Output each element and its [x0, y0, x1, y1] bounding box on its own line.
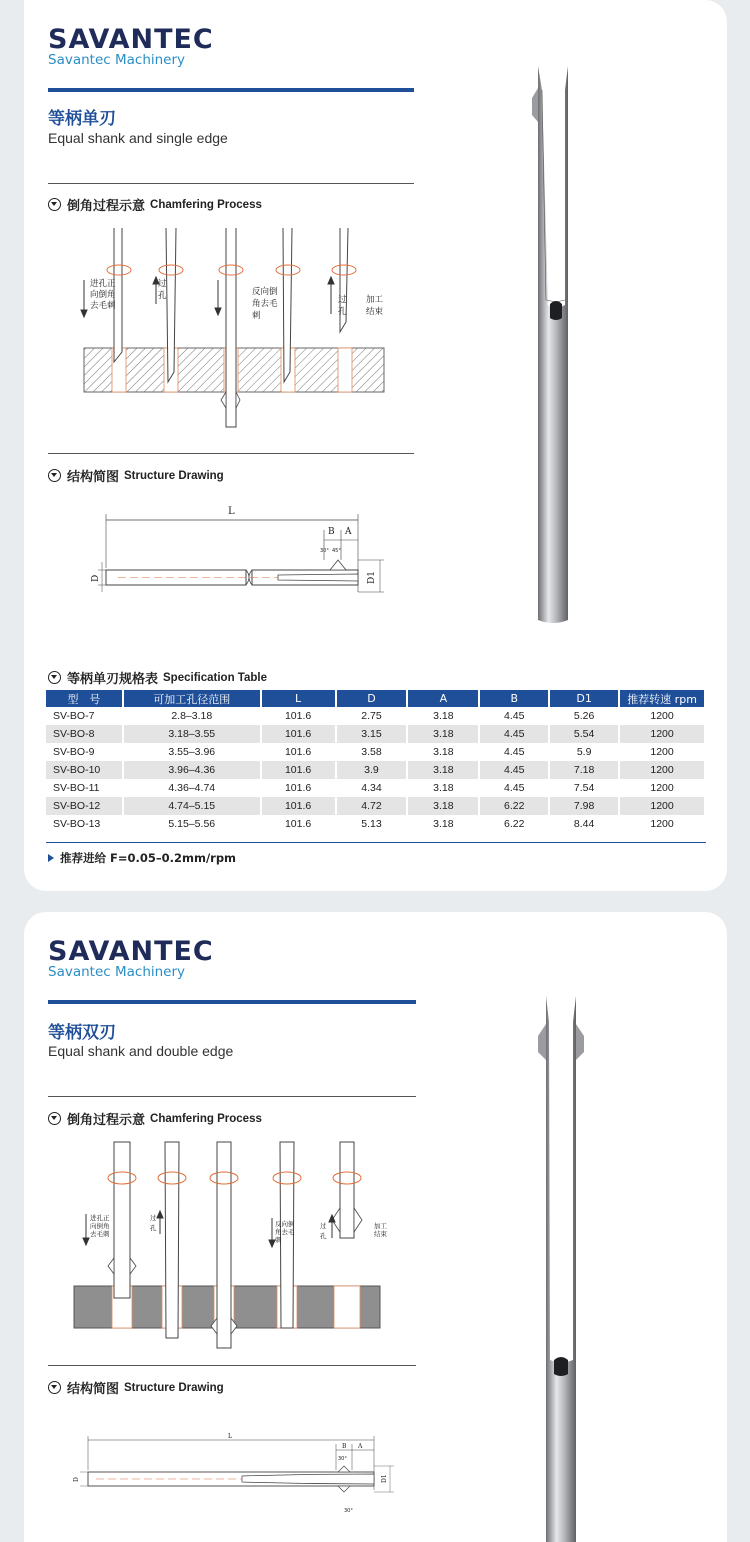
svg-text:孔: 孔: [150, 1224, 157, 1232]
svg-text:去毛刺: 去毛刺: [90, 301, 116, 311]
product-title-cn: 等柄双刃: [48, 1023, 116, 1043]
step-2-label: 过: [158, 279, 167, 289]
svg-text:去毛刺: 去毛刺: [90, 1230, 110, 1238]
svg-text:刺: 刺: [275, 1236, 282, 1244]
svg-text:孔: 孔: [158, 291, 167, 301]
chamfering-process-drawing: [72, 1138, 392, 1352]
col-header-L: L: [261, 690, 336, 707]
svg-text:孔: 孔: [338, 307, 347, 317]
label-D: D: [91, 574, 101, 582]
label-A: A: [358, 1443, 363, 1450]
svg-text:30°: 30°: [320, 548, 329, 554]
spec-table: [46, 690, 706, 833]
section-divider: [48, 1365, 416, 1366]
table-row: SV-BO-9 3.55–3.96 101.6 3.58 3.18 4.45 5.9 1200: [46, 743, 705, 761]
svg-text:30°: 30°: [338, 1456, 347, 1462]
chevron-circle-icon: [48, 1381, 61, 1394]
svg-text:过: 过: [320, 1222, 327, 1230]
product-title-en: Equal shank and double edge: [48, 1043, 234, 1059]
svg-text:角去毛: 角去毛: [252, 299, 278, 309]
title-divider: [48, 1000, 416, 1004]
section-divider: [48, 453, 414, 454]
table-bottom-rule: [46, 842, 706, 843]
section-header-structure: 结构简图 Structure Drawing: [48, 1378, 224, 1397]
table-row: SV-BO-7 2.8–3.18 101.6 2.75 3.18 4.45 5.26 1200: [46, 707, 705, 725]
product-title-en: Equal shank and single edge: [48, 130, 228, 146]
title-divider: [48, 88, 414, 92]
product-card-double-edge: [24, 912, 727, 1542]
col-header-D1: D1: [549, 690, 619, 707]
feed-note: 推荐进给 F=0.05–0.2mm/rpm: [48, 850, 236, 866]
step-1-label: 进孔正: [90, 279, 116, 289]
table-row: SV-BO-13 5.15–5.56 101.6 5.13 3.18 6.22 8.44 1200: [46, 815, 705, 833]
section-header-spec: 等柄单刃规格表 Specification Table: [48, 668, 267, 687]
label-D: D: [73, 1477, 80, 1482]
section-header-chamfer: 倒角过程示意 Chamfering Process: [48, 195, 262, 214]
label-B: B: [328, 527, 335, 537]
svg-text:结束: 结束: [374, 1230, 387, 1238]
svg-text:孔: 孔: [320, 1232, 327, 1240]
brand-logo: SAVANTEC Savantec Machinery: [48, 24, 214, 68]
col-header-range: 可加工孔径范围: [123, 690, 261, 707]
label-D1: D1: [381, 1474, 388, 1483]
tool-image-single-edge: [518, 60, 588, 630]
label-B: B: [342, 1443, 347, 1450]
label-L: L: [228, 506, 235, 517]
table-row: SV-BO-8 3.18–3.55 101.6 3.15 3.18 4.45 5.54 1200: [46, 725, 705, 743]
col-header-rpm: 推荐转速 rpm: [619, 690, 705, 707]
table-header-row: [46, 690, 705, 707]
chevron-circle-icon: [48, 469, 61, 482]
col-header-A: A: [407, 690, 479, 707]
label-D1: D1: [367, 571, 377, 584]
svg-text:角去毛: 角去毛: [275, 1228, 295, 1236]
brand-logo: SAVANTEC Savantec Machinery: [48, 936, 214, 980]
chamfering-process-drawing: [76, 222, 396, 434]
svg-text:45°: 45°: [332, 548, 341, 554]
svg-text:刺: 刺: [252, 311, 261, 321]
tool-image-double-edge: [524, 992, 598, 1542]
svg-text:反向倒: 反向倒: [275, 1220, 295, 1228]
table-row: SV-BO-11 4.36–4.74 101.6 4.34 3.18 4.45 7.54 1200: [46, 779, 705, 797]
svg-text:加工: 加工: [374, 1222, 387, 1230]
product-card-single-edge: [24, 0, 727, 891]
table-row: SV-BO-10 3.96–4.36 101.6 3.9 3.18 4.45 7.18 1200: [46, 761, 705, 779]
svg-text:向倒角: 向倒角: [90, 290, 116, 300]
col-header-B: B: [479, 690, 549, 707]
section-header-chamfer: 倒角过程示意 Chamfering Process: [48, 1109, 262, 1128]
svg-text:30°: 30°: [344, 1508, 353, 1514]
chevron-circle-icon: [48, 1112, 61, 1125]
section-divider: [48, 1096, 416, 1097]
svg-text:进孔正: 进孔正: [90, 1214, 110, 1222]
step-4-label: 过: [338, 295, 347, 305]
label-L: L: [228, 1433, 232, 1440]
triangle-right-icon: [48, 854, 54, 862]
col-header-model: 型 号: [46, 690, 123, 707]
svg-text:结束: 结束: [366, 307, 384, 317]
chevron-circle-icon: [48, 671, 61, 684]
col-header-D: D: [336, 690, 408, 707]
step-5-label: 加工: [366, 295, 384, 305]
step-3-label: 反向倒: [252, 287, 278, 297]
table-row: SV-BO-12 4.74–5.15 101.6 4.72 3.18 6.22 7.98 1200: [46, 797, 705, 815]
svg-text:过: 过: [150, 1214, 157, 1222]
structure-drawing: [68, 1430, 404, 1514]
svg-text:向倒角: 向倒角: [90, 1222, 110, 1230]
section-header-structure: 结构简图 Structure Drawing: [48, 466, 224, 485]
label-A: A: [345, 527, 352, 537]
section-divider: [48, 183, 414, 184]
structure-drawing: [68, 500, 398, 610]
product-title-cn: 等柄单刃: [48, 109, 116, 129]
chevron-circle-icon: [48, 198, 61, 211]
